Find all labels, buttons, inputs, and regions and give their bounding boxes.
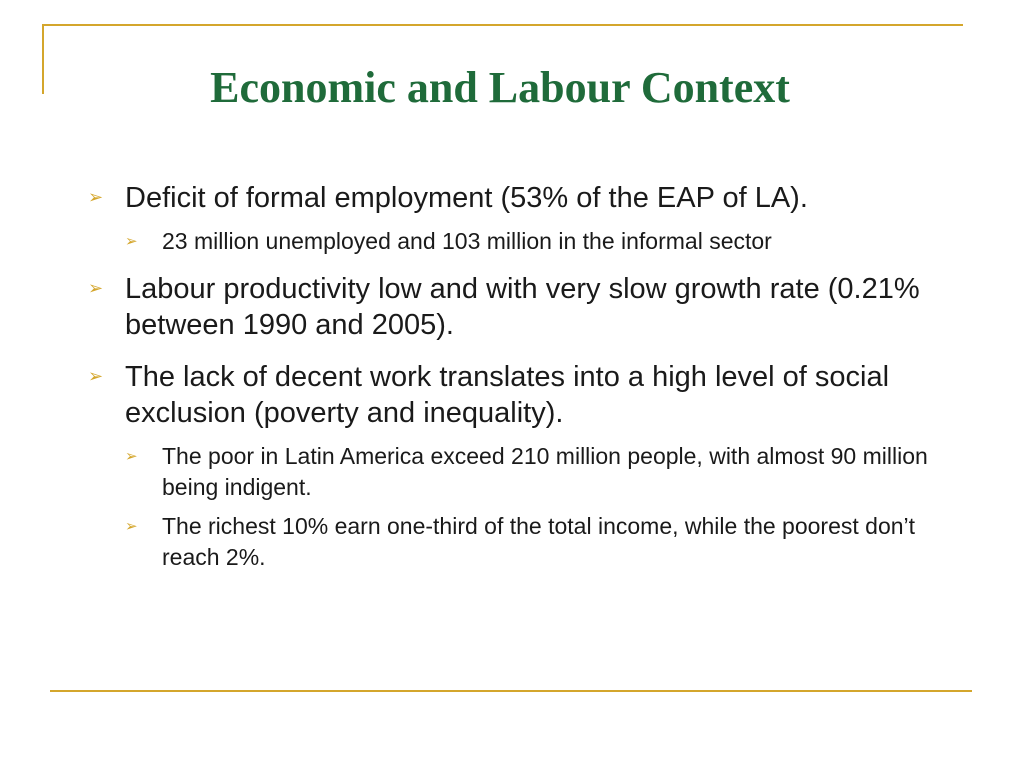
sub-bullet-text: The poor in Latin America exceed 210 million people, with almost 90 million being indigent. bbox=[162, 443, 928, 500]
bullet-item bbox=[80, 271, 960, 343]
chevron-arrow-icon: ➢ bbox=[88, 366, 104, 387]
chevron-arrow-icon: ➢ bbox=[125, 517, 138, 535]
chevron-arrow-icon: ➢ bbox=[88, 278, 104, 299]
bullet-list bbox=[80, 180, 960, 587]
sub-bullet-item bbox=[80, 511, 960, 573]
bullet-text: Deficit of formal employment (53% of the EAP of LA). bbox=[125, 182, 808, 214]
sub-bullet-text: 23 million unemployed and 103 million in the informal sector bbox=[162, 228, 772, 254]
bullet-text: Labour productivity low and with very slow growth rate (0.21% between 1990 and 2005). bbox=[125, 273, 920, 341]
chevron-arrow-icon: ➢ bbox=[125, 447, 138, 465]
slide-title: Economic and Labour Context bbox=[210, 63, 790, 112]
chevron-arrow-icon: ➢ bbox=[125, 232, 138, 250]
sub-bullet-item bbox=[80, 226, 960, 257]
sub-bullet-text: The richest 10% earn one-third of the total income, while the poorest don’t reach 2%. bbox=[162, 513, 916, 570]
chevron-arrow-icon: ➢ bbox=[88, 187, 104, 208]
frame-top-line bbox=[42, 24, 963, 26]
frame-bottom-line bbox=[50, 690, 972, 692]
bullet-item bbox=[80, 359, 960, 431]
sub-bullet-item bbox=[80, 441, 960, 503]
bullet-item bbox=[80, 180, 960, 216]
bullet-text: The lack of decent work translates into a high level of social exclusion (poverty and inequality). bbox=[125, 361, 890, 429]
